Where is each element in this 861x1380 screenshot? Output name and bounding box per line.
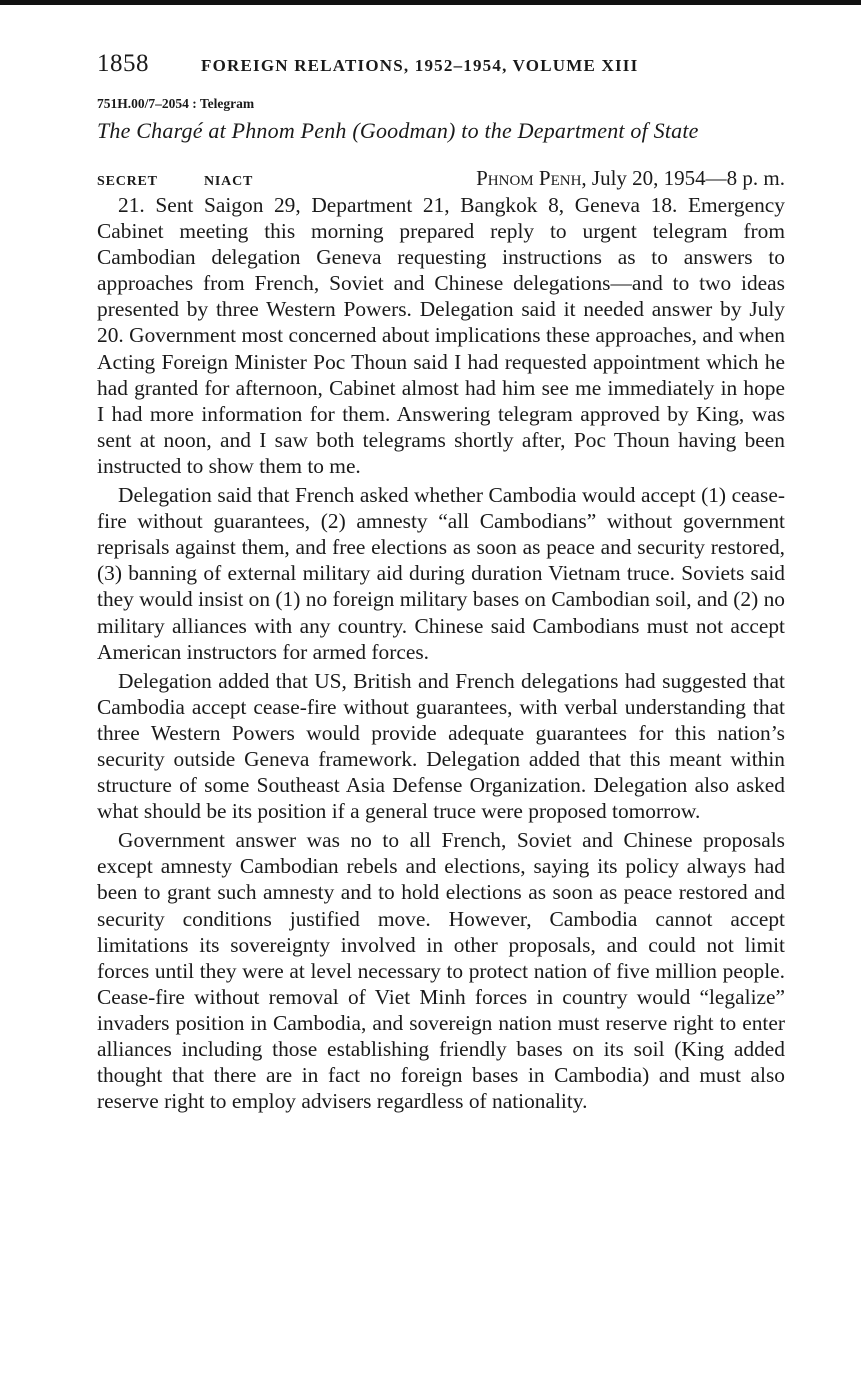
paragraph: Delegation added that US, British and French delegations had suggested that Cambodia accept cease-fire without guarantees, with verbal understanding that three Western Powers would provide adequate guarantees for this nation’s security outside Geneva framework. Delegation added that this meant within structure of some Southeast Asia Defense Organization. Delegation also asked what should be its position if a general truce were proposed tomorrow. <box>97 668 785 824</box>
paragraph: 21. Sent Saigon 29, Department 21, Bangkok 8, Geneva 18. Emergency Cabinet meeting this morning prepared reply to urgent telegram from Cambodian delegation Geneva requesting instructions as to answers to approaches from French, Soviet and Chinese delegations—and to two ideas presented by three Western Powers. Delegation said it needed answer by July 20. Government most concerned about implications these approaches, and when Acting Foreign Minister Poc Thoun said I had requested appointment which he had granted for afternoon, Cabinet almost had him see me immediately in hope I had more information for them. Answering telegram approved by King, was sent at noon, and I saw both telegrams shortly after, Poc Thoun having been instructed to show them to me. <box>97 193 785 478</box>
dateline <box>97 166 785 192</box>
document-heading: The Chargé at Phnom Penh (Goodman) to the Department of State <box>97 118 699 143</box>
top-border-rule <box>0 0 861 5</box>
document-page <box>97 50 785 1117</box>
paragraph: Government answer was no to all French, Soviet and Chinese proposals except amnesty Cambodian rebels and elections, saying its policy always had been to grant such amnesty and to hold elections as soon as peace restored and security conditions justified move. However, Cambodia cannot accept limitations its sovereignty involved in other proposals, and could not limit forces until they were at level necessary to protect nation of five million people. Cease-fire without removal of Viet Minh forces in country would “legalize” invaders position in Cambodia, and sovereign nation must reserve right to enter alliances including those establishing friendly bases on its soil (King added thought that there are in fact no foreign bases in Cambodia) and must also reserve right to employ advisers regardless of nationality. <box>97 828 785 1114</box>
date-time: , July 20, 1954—8 p. m. <box>581 166 785 190</box>
running-title: FOREIGN RELATIONS, 1952–1954, VOLUME XIII <box>201 56 639 75</box>
place-and-date <box>476 166 785 191</box>
paragraph: Delegation said that French asked whether Cambodia would accept (1) cease-fire without guarantees, (2) amnesty “all Cambodians” without government reprisals against them, and free elections as soon as peace and security restored, (3) banning of external military aid during duration Vietnam truce. Soviets said they would insist on (1) no foreign military bases on Cambodian soil, and (2) no military alliances with any country. Chinese said Cambodians must not accept American instructors for armed forces. <box>97 483 785 664</box>
running-header <box>97 50 785 82</box>
telegram-body <box>97 192 785 1114</box>
classification-marking: SECRET <box>97 174 158 189</box>
page-number: 1858 <box>97 50 149 77</box>
precedence-marking: NIACT <box>204 174 254 189</box>
document-reference: 751H.00/7–2054 : Telegram <box>97 96 255 111</box>
place: Phnom Penh <box>476 166 582 190</box>
